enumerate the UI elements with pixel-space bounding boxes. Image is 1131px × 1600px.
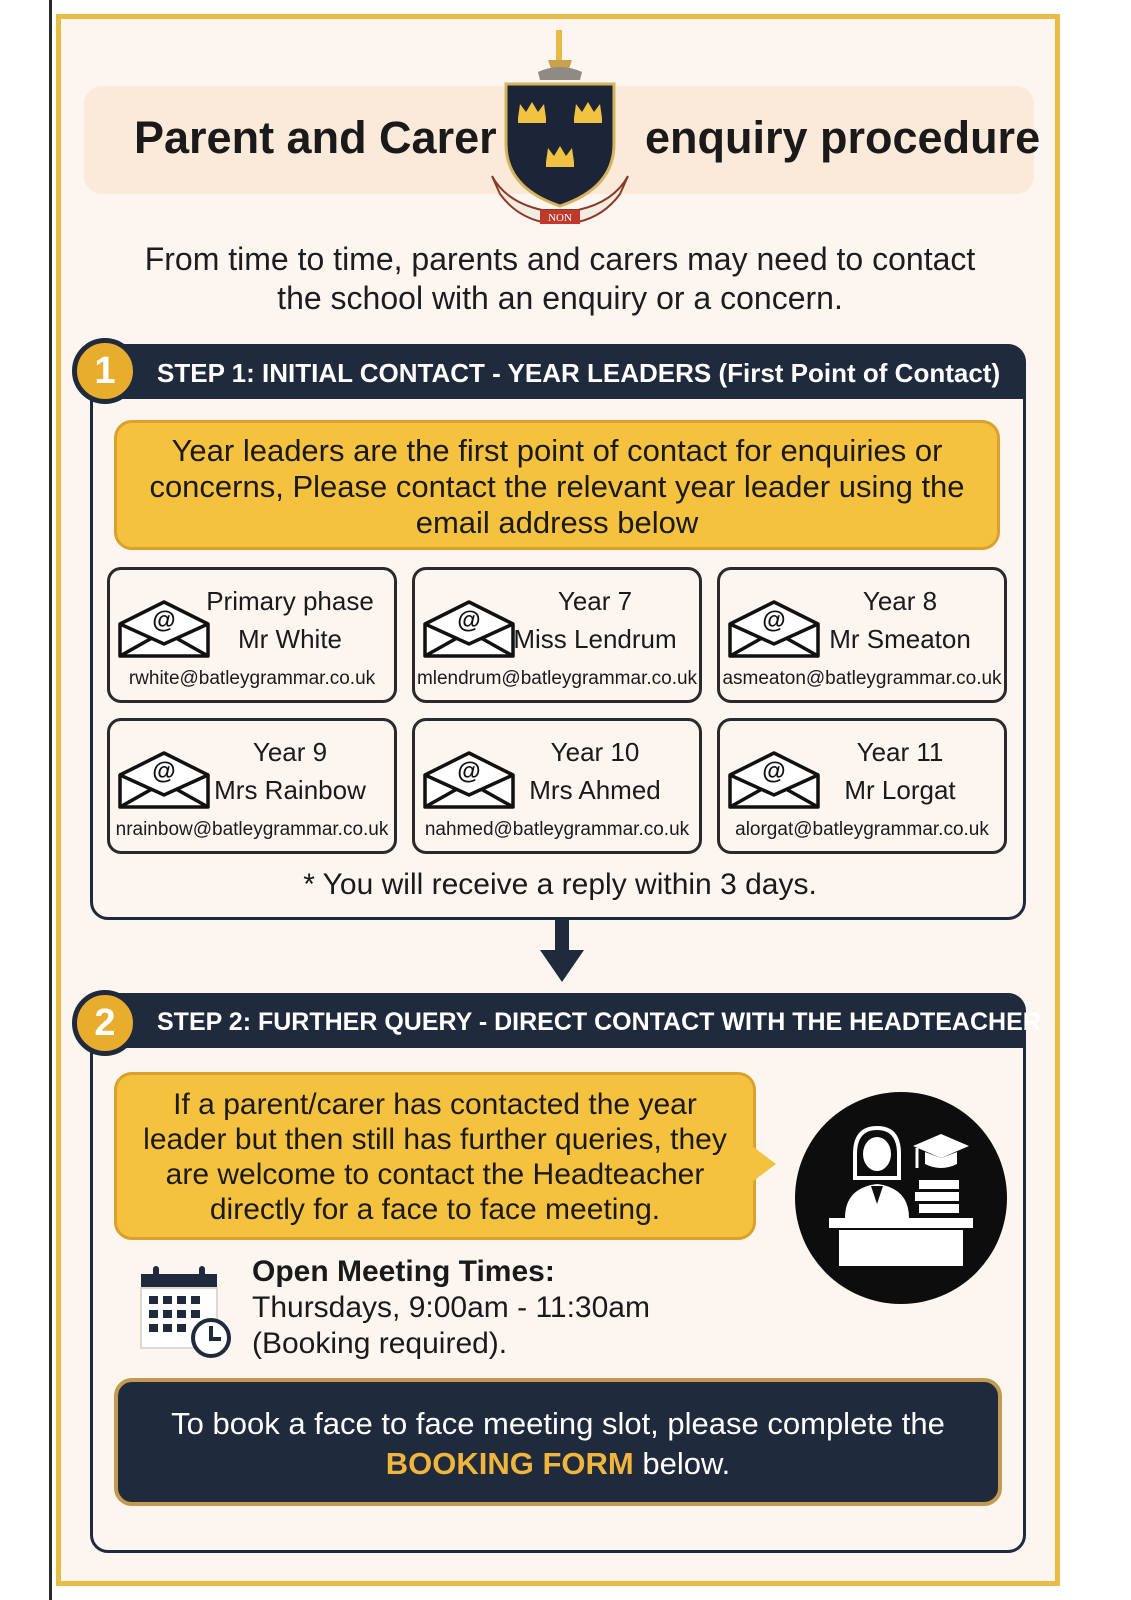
contact-role: Year 9: [252, 737, 328, 767]
contact-name: Miss Lendrum: [513, 624, 677, 654]
step2-callout-line-3: are welcome to contact the Headteacher: [165, 1158, 705, 1191]
contact-email-link[interactable]: asmeaton@batleygrammar.co.uk: [722, 668, 1002, 689]
step2-callout-line-1: If a parent/carer has contacted the year: [173, 1088, 697, 1121]
contact-card-year-10: [412, 718, 702, 854]
intro-line-1: From time to time, parents and carers may need to contact: [144, 241, 976, 277]
contact-card-year-8: [717, 567, 1007, 703]
contact-email-link[interactable]: nahmed@batleygrammar.co.uk: [424, 819, 690, 840]
contact-name: Mr Smeaton: [829, 624, 971, 654]
contact-role: Year 11: [856, 737, 944, 767]
contact-email-link[interactable]: rwhite@batleygrammar.co.uk: [128, 668, 376, 689]
contact-email-link[interactable]: mlendrum@batleygrammar.co.uk: [416, 668, 698, 689]
step1-header: [93, 347, 1023, 399]
step1-heading: STEP 1: INITIAL CONTACT - YEAR LEADERS (First Point of Contact): [157, 358, 1001, 388]
step2-header: [93, 996, 1041, 1048]
step1-callout-line-1: Year leaders are the first point of contact for enquiries or: [171, 433, 943, 468]
contact-email-link[interactable]: alorgat@batleygrammar.co.uk: [735, 819, 989, 840]
svg-text:@: @: [762, 607, 786, 634]
booking-form-link[interactable]: BOOKING FORM: [385, 1446, 634, 1481]
title-right: enquiry procedure: [645, 112, 1041, 163]
step2-callout-line-4: directly for a face to face meeting.: [209, 1193, 661, 1226]
left-border-rule: [49, 0, 52, 1600]
booking-line-2-tail: below.: [633, 1446, 731, 1481]
reply-note: * You will receive a reply within 3 days.: [303, 868, 817, 901]
contact-role: Year 8: [862, 586, 938, 616]
crest-motto: NON: [548, 212, 572, 224]
meeting-times-value: Thursdays, 9:00am - 11:30am: [252, 1291, 650, 1324]
contact-name: Mrs Rainbow: [214, 775, 366, 805]
svg-text:@: @: [762, 758, 786, 785]
intro-line-2: the school with an enquiry or a concern.: [277, 280, 843, 316]
booking-line-2: [118, 1444, 998, 1484]
step2-callout-line-2: leader but then still has further queries, they: [143, 1123, 727, 1156]
contact-name: Mr White: [238, 624, 342, 654]
step1-callout: [114, 420, 1000, 550]
headteacher-icon: [795, 1092, 1007, 1304]
contact-name: Mr Lorgat: [844, 775, 956, 805]
step2-callout: [114, 1072, 756, 1240]
contact-role: Year 7: [557, 586, 633, 616]
title-left: Parent and Carer: [134, 112, 497, 163]
contact-role: Year 10: [550, 737, 640, 767]
contact-name: Mrs Ahmed: [529, 775, 661, 805]
svg-text:@: @: [457, 607, 481, 634]
step1-number-badge: 1: [72, 338, 138, 404]
booking-line-1: To book a face to face meeting slot, please complete the: [171, 1406, 945, 1441]
step2-number-badge: 2: [72, 990, 138, 1056]
step1-callout-line-3: email address below: [415, 505, 699, 540]
meeting-times-title: Open Meeting Times:: [252, 1255, 555, 1288]
contact-role: Primary phase: [206, 586, 374, 616]
down-arrow-icon: [538, 920, 586, 984]
intro-text: [95, 240, 1025, 318]
contact-email-link[interactable]: nrainbow@batleygrammar.co.uk: [115, 819, 389, 840]
contact-card-year-11: [717, 718, 1007, 854]
svg-text:@: @: [457, 758, 481, 785]
step2-heading: STEP 2: FURTHER QUERY - DIRECT CONTACT WITH THE HEADTEACHER: [157, 1008, 1041, 1036]
contact-card-primary: [107, 567, 397, 703]
calendar-clock-icon: [135, 1262, 235, 1362]
meeting-times-note: (Booking required).: [252, 1327, 508, 1360]
school-crest-icon: [486, 26, 634, 230]
step1-callout-line-2: concerns, Please contact the relevant year leader using the: [149, 469, 965, 504]
callout-pointer: [752, 1146, 776, 1182]
svg-text:@: @: [152, 758, 176, 785]
svg-text:@: @: [152, 607, 176, 634]
contact-card-year-9: [107, 718, 397, 854]
contact-card-year-7: [412, 567, 702, 703]
booking-banner: [114, 1378, 1002, 1506]
